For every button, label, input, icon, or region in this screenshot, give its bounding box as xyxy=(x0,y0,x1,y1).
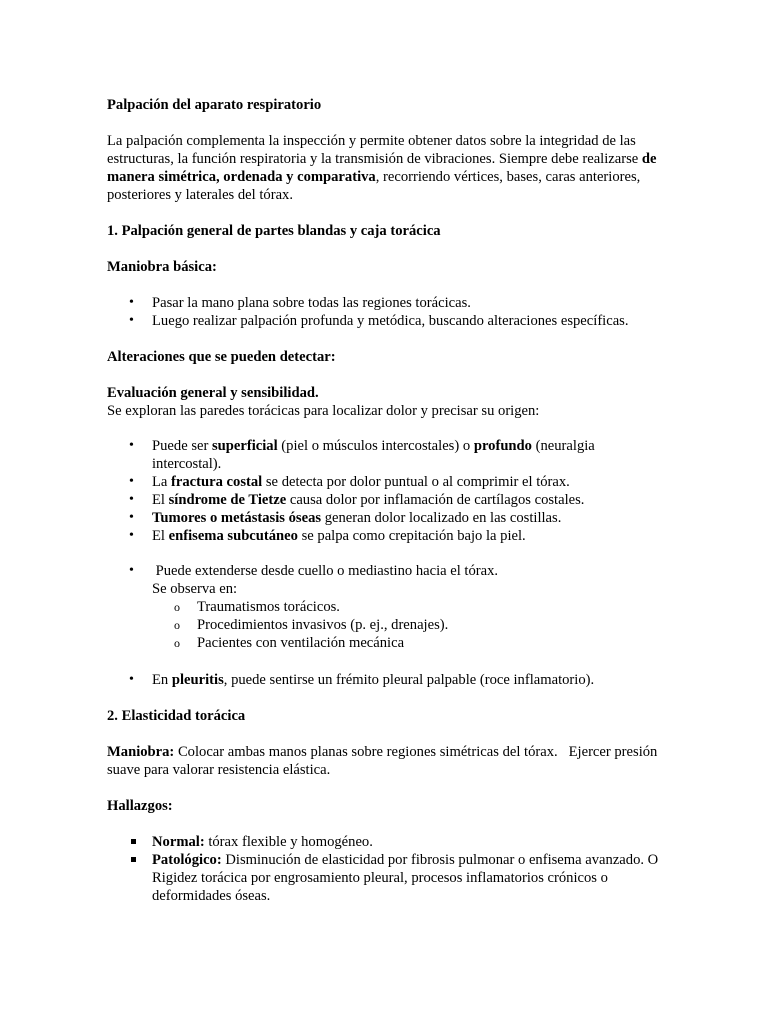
list-item: • Pasar la mano plana sobre todas las regiones torácicas. xyxy=(107,294,667,312)
alteraciones-list xyxy=(107,437,667,545)
sub-list-item: o Traumatismos torácicos. xyxy=(152,598,667,616)
section-1-heading: 1. Palpación general de partes blandas y caja torácica xyxy=(107,223,441,239)
intro-paragraph: La palpación complementa la inspección y permite obtener datos sobre la integridad de las estructuras, la función respiratoria y la transmisión de vibraciones. Siempre debe realizarse de manera simétrica, ordenada y comparativa, recorriendo vértices, bases, caras anteriores, posteriores y laterales del tórax. xyxy=(107,133,657,203)
enfisema-extension-list xyxy=(107,562,667,598)
sub-list-item: o Procedimientos invasivos (p. ej., drenajes). xyxy=(152,616,667,634)
maniobra-paragraph: Maniobra: Colocar ambas manos planas sobre regiones simétricas del tórax. Ejercer presión suave para valorar resistencia elástica. xyxy=(107,744,662,778)
evaluacion-heading: Evaluación general y sensibilidad. xyxy=(107,385,319,401)
list-item: • Luego realizar palpación profunda y metódica, buscando alteraciones específicas. xyxy=(107,312,667,330)
hallazgos-list xyxy=(107,833,667,905)
list-item: • En pleuritis, puede sentirse un frémito pleural palpable (roce inflamatorio). xyxy=(107,671,667,689)
list-item: • El síndrome de Tietze causa dolor por inflamación de cartílagos costales. xyxy=(107,491,667,509)
alteraciones-heading: Alteraciones que se pueden detectar: xyxy=(107,349,336,365)
list-item: • Puede extenderse desde cuello o mediastino hacia el tórax. Se observa en: xyxy=(107,562,667,598)
document-title: Palpación del aparato respiratorio xyxy=(107,97,322,113)
list-item: • La fractura costal se detecta por dolor puntual o al comprimir el tórax. xyxy=(107,473,667,491)
maniobra-list xyxy=(107,294,667,330)
sub-list-item: o Pacientes con ventilación mecánica xyxy=(152,634,667,652)
list-item: • Puede ser superficial (piel o músculos intercostales) o profundo (neuralgia intercostal). xyxy=(107,437,667,473)
list-item: • El enfisema subcutáneo se palpa como crepitación bajo la piel. xyxy=(107,527,667,545)
evaluacion-text: Se exploran las paredes torácicas para localizar dolor y precisar su origen: xyxy=(107,403,540,419)
section-2-heading: 2. Elasticidad torácica xyxy=(107,708,246,724)
list-item: • Tumores o metástasis óseas generan dolor localizado en las costillas. xyxy=(107,509,667,527)
sub-list-wrapper xyxy=(107,598,667,652)
list-item: Normal: tórax flexible y homogéneo. xyxy=(107,833,667,851)
pleuritis-list xyxy=(107,671,667,689)
maniobra-basica-heading: Maniobra básica: xyxy=(107,259,217,275)
sub-list xyxy=(152,598,667,652)
list-item: Patológico: Disminución de elasticidad por fibrosis pulmonar o enfisema avanzado. O Rigidez torácica por engrosamiento pleural, procesos inflamatorios crónicos o deformidades óseas. xyxy=(107,851,667,905)
hallazgos-heading: Hallazgos: xyxy=(107,798,173,814)
